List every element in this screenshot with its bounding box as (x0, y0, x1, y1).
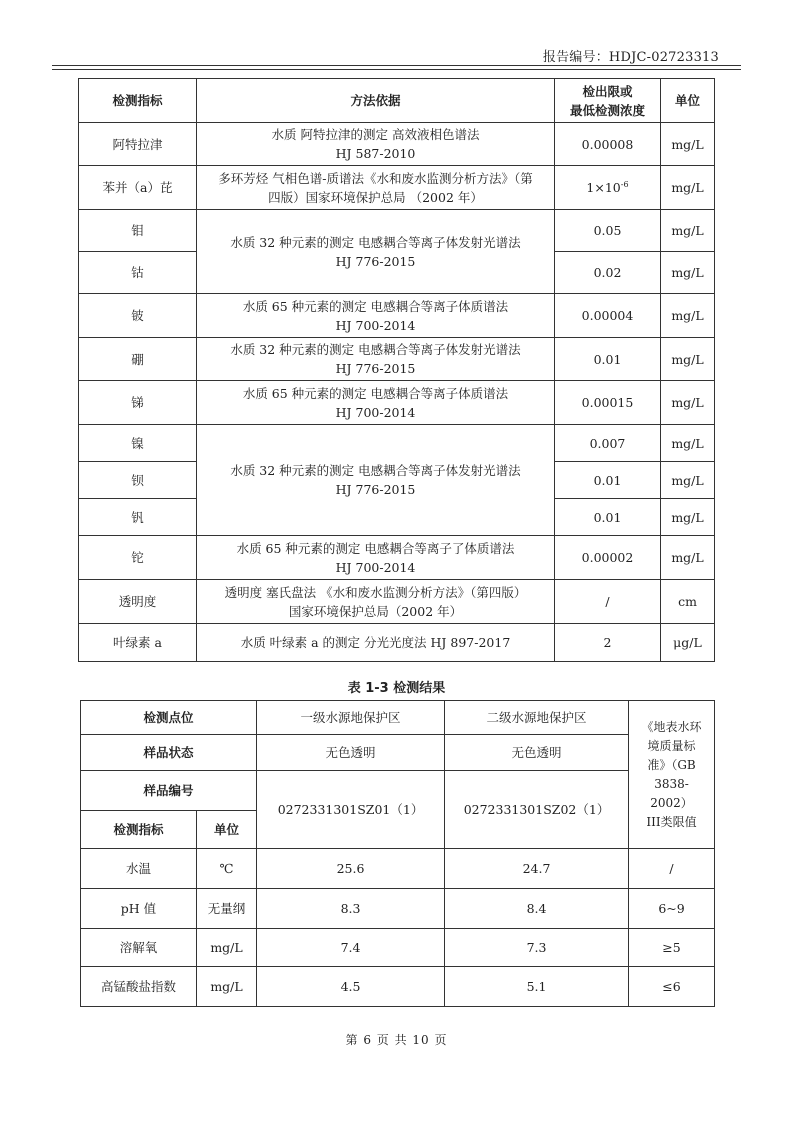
indicator-cell: 硼 (79, 338, 197, 381)
indicator-cell: 水温 (81, 849, 197, 889)
value-1: 25.6 (257, 849, 445, 889)
unit-cell: mg/L (661, 166, 715, 210)
table-row (81, 967, 715, 1007)
results-table (80, 700, 715, 1007)
method-cell: 水质 65 种元素的测定 电感耦合等离子体质谱法 HJ 700-2014 (197, 381, 555, 425)
method-cell: 水质 叶绿素 a 的测定 分光光度法 HJ 897-2017 (197, 624, 555, 662)
method-cell: 水质 65 种元素的测定 电感耦合等离子了体质谱法 HJ 700-2014 (197, 536, 555, 580)
header-method: 方法依据 (197, 79, 555, 123)
header-indicator: 检测指标 (79, 79, 197, 123)
indicator-cell: 高锰酸盐指数 (81, 967, 197, 1007)
header-rule-top (52, 65, 741, 66)
unit-cell: 无量纲 (197, 889, 257, 929)
value-2: 8.4 (445, 889, 629, 929)
unit-cell: mg/L (661, 536, 715, 580)
indicator-cell: pH 值 (81, 889, 197, 929)
unit-cell: mg/L (661, 381, 715, 425)
unit-cell: mg/L (661, 252, 715, 294)
indicator-cell: 锑 (79, 381, 197, 425)
limit-cell: 0.00004 (555, 294, 661, 338)
indicator-cell: 阿特拉津 (79, 123, 197, 166)
indicator-cell: 铍 (79, 294, 197, 338)
indicator-cell: 溶解氧 (81, 929, 197, 967)
limit-cell: 2 (555, 624, 661, 662)
point-2: 二级水源地保护区 (445, 701, 629, 735)
header-limit: 检出限或 最低检测浓度 (555, 79, 661, 123)
header-rule-bottom (52, 69, 741, 70)
limit-cell: 0.00008 (555, 123, 661, 166)
limit-cell: 0.05 (555, 210, 661, 252)
indicator-cell: 钡 (79, 462, 197, 499)
table-row (81, 889, 715, 929)
sample-1: 0272331301SZ01（1） (257, 771, 445, 849)
table-caption: 表 1-3 检测结果 (347, 681, 446, 696)
value-2: 24.7 (445, 849, 629, 889)
indicator-cell: 苯并（a）芘 (79, 166, 197, 210)
limit-cell: 0.007 (555, 425, 661, 462)
indicator-cell: 透明度 (79, 580, 197, 624)
unit-cell: ℃ (197, 849, 257, 889)
indicator-cell: 钼 (79, 210, 197, 252)
unit-label: 单位 (197, 811, 257, 849)
value-2: 7.3 (445, 929, 629, 967)
report-number: 报告编号：HDJC-02723313 (542, 50, 719, 65)
indicator-cell: 镍 (79, 425, 197, 462)
table-row (79, 338, 715, 381)
method-cell: 多环芳烃 气相色谱-质谱法《水和废水监测分析方法》（第 四版）国家环境保护总局 （2002 年） (197, 166, 555, 210)
sample-no-label: 样品编号 (81, 771, 257, 811)
table-row (81, 849, 715, 889)
table-row (79, 624, 715, 662)
unit-cell: mg/L (661, 210, 715, 252)
method-cell: 水质 65 种元素的测定 电感耦合等离子体质谱法 HJ 700-2014 (197, 294, 555, 338)
unit-cell: mg/L (661, 123, 715, 166)
value-1: 4.5 (257, 967, 445, 1007)
value-1: 7.4 (257, 929, 445, 967)
limit-cell: ≤6 (629, 967, 715, 1007)
table-row (79, 123, 715, 166)
indicator-cell: 铊 (79, 536, 197, 580)
limit-cell: $1\times 10^{-6}$ (555, 166, 661, 210)
method-cell: 水质 32 种元素的测定 电感耦合等离子体发射光谱法 HJ 776-2015 (197, 210, 555, 294)
page-number: 第 6 页 共 10 页 (345, 1033, 448, 1047)
table-row (81, 735, 715, 771)
sample-2: 0272331301SZ02（1） (445, 771, 629, 849)
table-row (81, 701, 715, 735)
limit-cell: 0.01 (555, 462, 661, 499)
unit-cell: mg/L (661, 294, 715, 338)
limit-cell: 0.01 (555, 338, 661, 381)
method-table-header (79, 79, 715, 123)
table-row (79, 166, 715, 210)
method-table (78, 78, 715, 662)
value-2: 5.1 (445, 967, 629, 1007)
table-row (81, 929, 715, 967)
limit-cell: 0.01 (555, 499, 661, 536)
limit-cell: 6~9 (629, 889, 715, 929)
limit-cell: / (555, 580, 661, 624)
table-row (79, 381, 715, 425)
limit-cell: 0.02 (555, 252, 661, 294)
state-2: 无色透明 (445, 735, 629, 771)
indicator-cell: 叶绿素 a (79, 624, 197, 662)
table-row (79, 536, 715, 580)
unit-cell: mg/L (661, 499, 715, 536)
unit-cell: mg/L (661, 462, 715, 499)
table-row (79, 210, 715, 252)
unit-cell: cm (661, 580, 715, 624)
unit-cell: μg/L (661, 624, 715, 662)
table-row (81, 771, 715, 811)
point-1: 一级水源地保护区 (257, 701, 445, 735)
table-row (79, 580, 715, 624)
state-1: 无色透明 (257, 735, 445, 771)
indicator-cell: 钒 (79, 499, 197, 536)
method-cell: 水质 阿特拉津的测定 高效液相色谱法 HJ 587-2010 (197, 123, 555, 166)
limit-cell: 0.00015 (555, 381, 661, 425)
unit-cell: mg/L (661, 338, 715, 381)
method-cell: 透明度 塞氏盘法 《水和废水监测分析方法》（第四版） 国家环境保护总局（2002 年） (197, 580, 555, 624)
state-label: 样品状态 (81, 735, 257, 771)
unit-cell: mg/L (197, 929, 257, 967)
point-label: 检测点位 (81, 701, 257, 735)
unit-cell: mg/L (197, 967, 257, 1007)
value-1: 8.3 (257, 889, 445, 929)
method-cell: 水质 32 种元素的测定 电感耦合等离子体发射光谱法 HJ 776-2015 (197, 425, 555, 536)
standard-header: 《地表水环 境质量标 准》（GB 3838-2002） III类限值 (629, 701, 715, 849)
limit-cell: 0.00002 (555, 536, 661, 580)
method-cell: 水质 32 种元素的测定 电感耦合等离子体发射光谱法 HJ 776-2015 (197, 338, 555, 381)
limit-cell: ≥5 (629, 929, 715, 967)
table-row (79, 425, 715, 462)
table-row (79, 294, 715, 338)
limit-cell: / (629, 849, 715, 889)
indicator-label: 检测指标 (81, 811, 197, 849)
indicator-cell: 钴 (79, 252, 197, 294)
unit-cell: mg/L (661, 425, 715, 462)
header-unit: 单位 (661, 79, 715, 123)
